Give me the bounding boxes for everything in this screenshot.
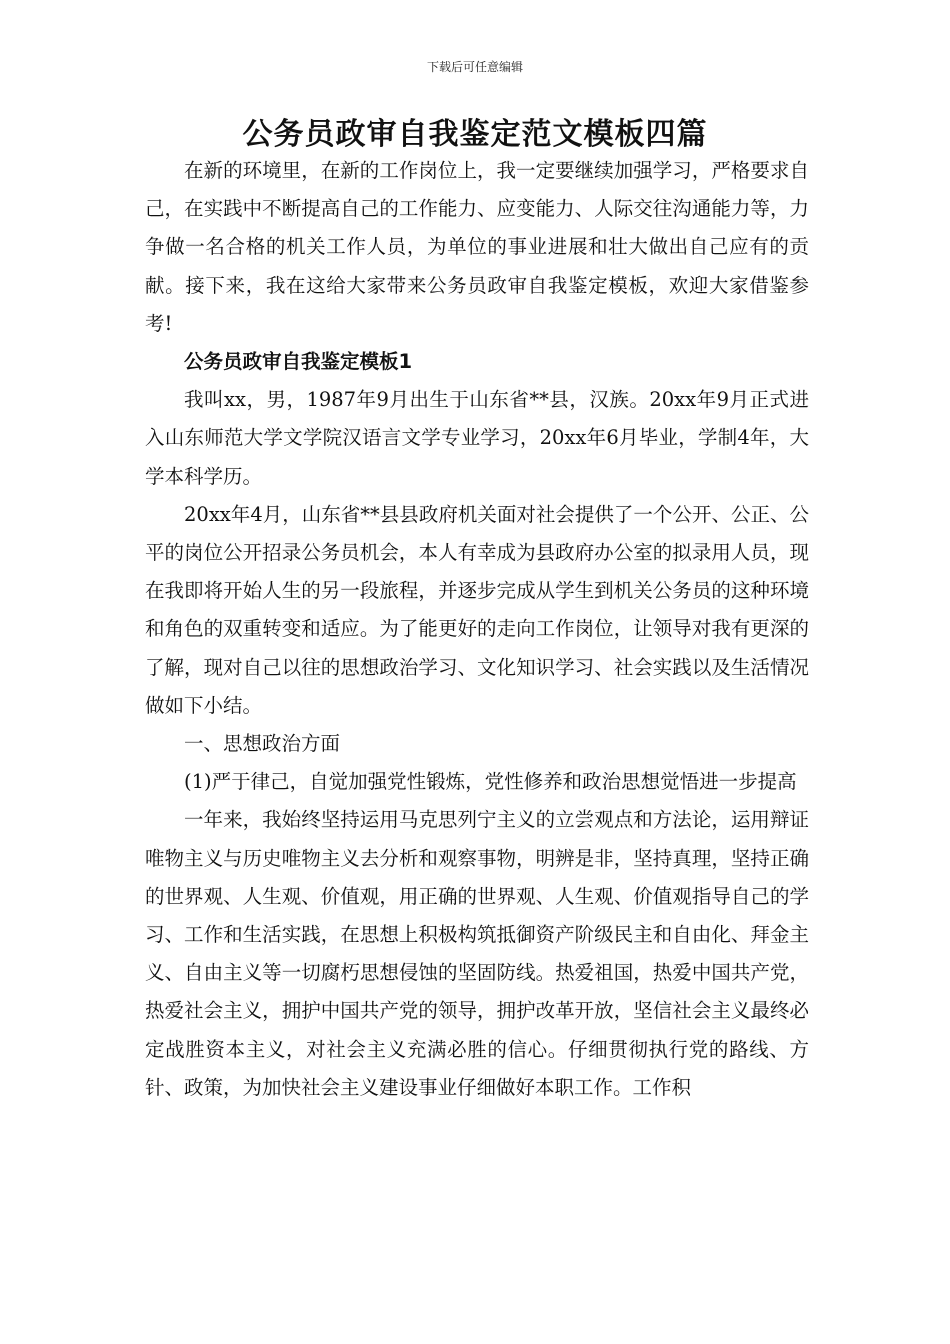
document-title: 公务员政审自我鉴定范文模板四篇 [242, 117, 708, 152]
header-note: 下载后可任意编辑 [426, 60, 523, 74]
body-paragraph: 我叫xx，男，1987年9月出生于山东省**县，汉族。20xx年9月正式进入山东师范大学文学院汉语言文学专业学习，20xx年6月毕业，学制4年，大学本科学历。 [145, 388, 809, 488]
body-paragraph: 20xx年4月，山东省**县县政府机关面对社会提供了一个公开、公正、公平的岗位公开招录公务员机会，本人有幸成为县政府办公室的拟录用人员，现在我即将开始人生的另一段旅程，并逐步完成从学生到机关公务员的这种环境和角色的双重转变和适应。为了能更好的走向工作岗位，让领导对我有更深的了解，现对自己以往的思想政治学习、文化知识学习、社会实践以及生活情况做如下小结。 [145, 502, 809, 717]
document-body [145, 152, 809, 1107]
intro-paragraph: 在新的环境里，在新的工作岗位上，我一定要继续加强学习，严格要求自己，在实践中不断提高自己的工作能力、应变能力、人际交往沟通能力等，力争做一名合格的机关工作人员，为单位的事业进展和壮大做出自己应有的贡献。接下来，我在这给大家带来公务员政审自我鉴定模板，欢迎大家借鉴参考! [145, 159, 809, 335]
body-paragraph: 一年来，我始终坚持运用马克思列宁主义的立尝观点和方法论，运用辩证唯物主义与历史唯物主义去分析和观察事物，明辨是非，坚持真理，坚持正确的世界观、人生观、价值观，用正确的世界观、人生观、价值观指导自己的学习、工作和生活实践，在思想上积极构筑抵御资产阶级民主和自由化、拜金主义、自由主义等一切腐朽思想侵蚀的坚固防线。热爱祖国，热爱中国共产党，热爱社会主义，拥护中国共产党的领导，拥护改革开放，坚信社会主义最终必定战胜资本主义，对社会主义充满必胜的信心。仔细贯彻执行党的路线、方针、政策，为加快社会主义建设事业仔细做好本职工作。工作积 [145, 808, 809, 1099]
subsection-heading: (1)严于律己，自觉加强党性锻炼，党性修养和政治思想觉悟进一步提高 [184, 770, 797, 794]
section-heading: 公务员政审自我鉴定模板1 [184, 350, 413, 374]
subsection-heading: 一、思想政治方面 [184, 732, 341, 756]
